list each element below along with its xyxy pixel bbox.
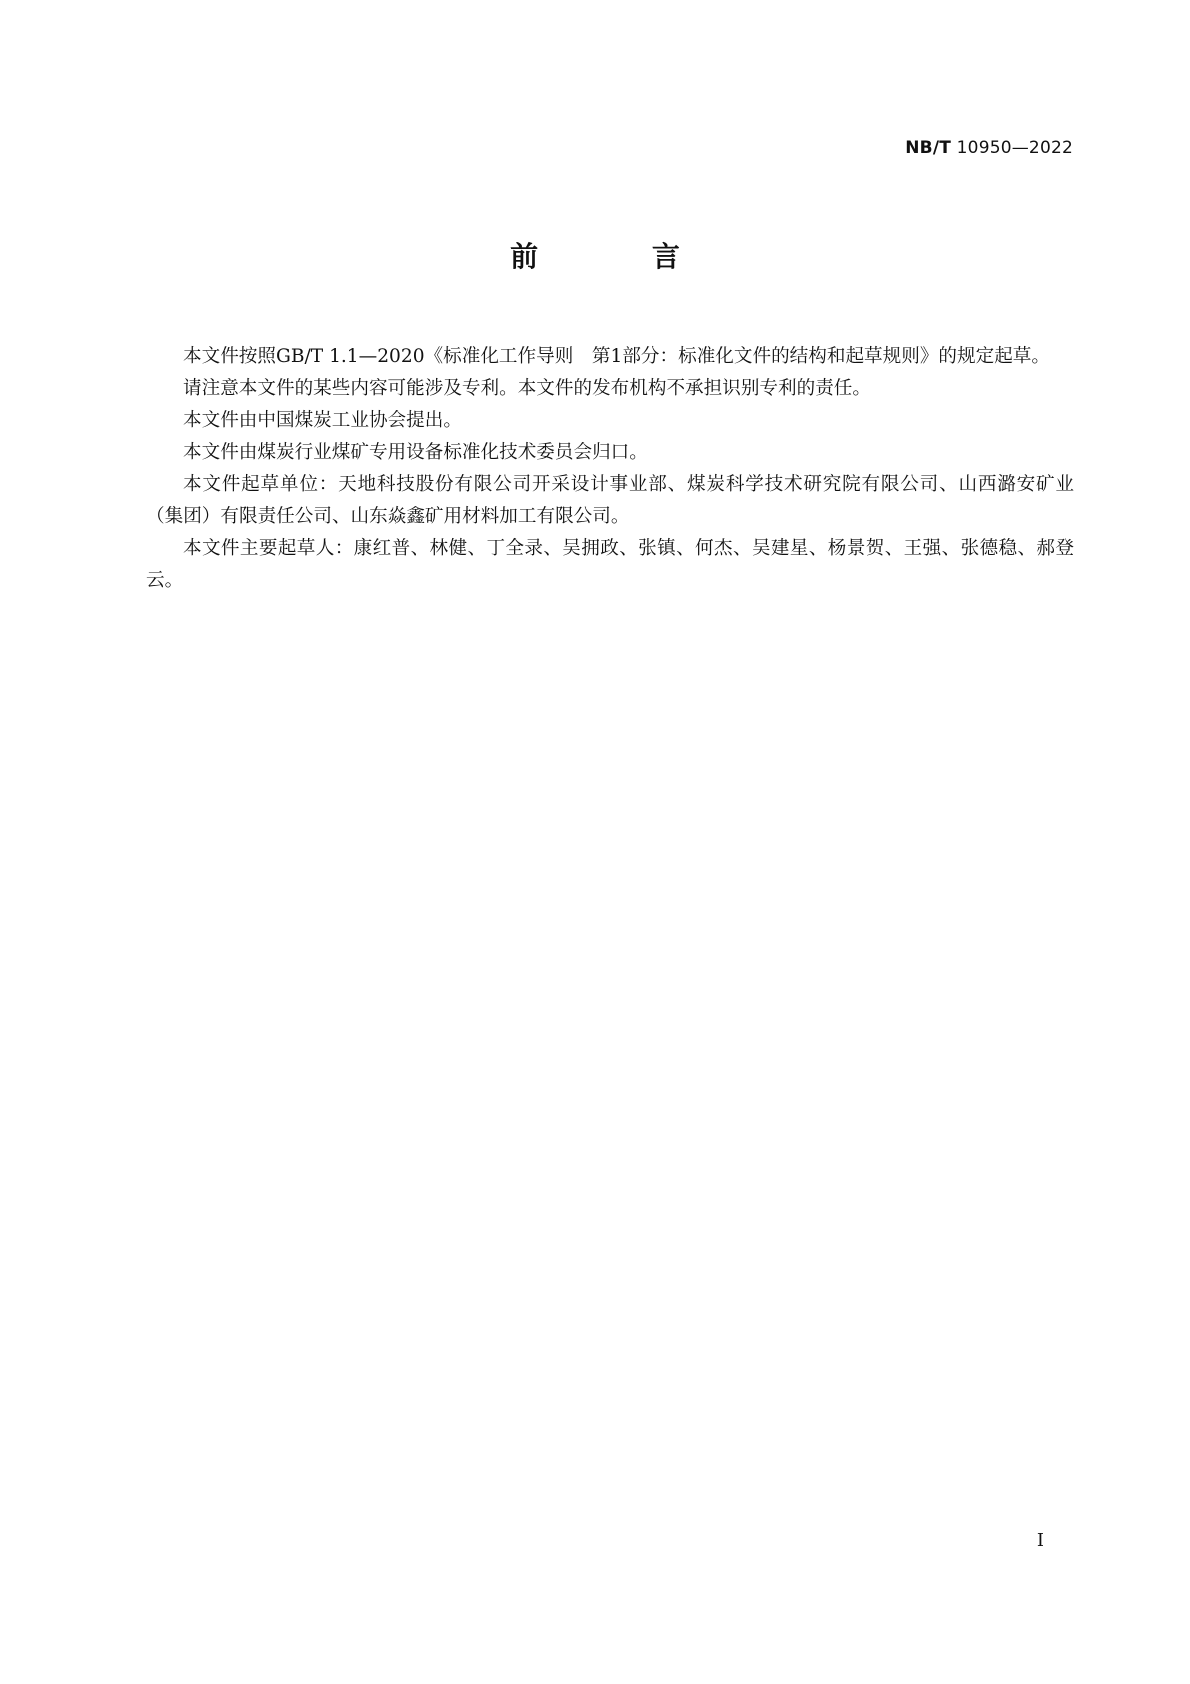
- standard-code-number: 10950—2022: [956, 138, 1073, 158]
- paragraph-proposer: 本文件由中国煤炭工业协会提出。: [183, 410, 462, 431]
- page-number: I: [1036, 1530, 1044, 1551]
- page-title: 前 言: [510, 240, 732, 273]
- paragraph-drafting-units: 本文件起草单位：天地科技股份有限公司开采设计事业部、煤炭科学技术研究院有限公司、山西潞安矿业（集团）有限责任公司、山东焱鑫矿用材料加工有限公司。: [146, 474, 1074, 527]
- paragraph-patent-notice: 请注意本文件的某些内容可能涉及专利。本文件的发布机构不承担识别专利的责任。: [183, 378, 871, 399]
- foreword-body: [146, 341, 1074, 597]
- paragraph-drafting-rules: 本文件按照GB/T 1.1—2020《标准化工作导则 第1部分：标准化文件的结构和起草规则》的规定起草。: [183, 346, 1050, 367]
- paragraph-drafters: 本文件主要起草人：康红普、林健、丁全录、吴拥政、张镇、何杰、吴建星、杨景贺、王强、张德稳、郝登云。: [146, 538, 1074, 591]
- standard-code: [905, 138, 1073, 158]
- standard-code-prefix: NB/T: [905, 138, 952, 158]
- paragraph-technical-committee: 本文件由煤炭行业煤矿专用设备标准化技术委员会归口。: [183, 442, 648, 463]
